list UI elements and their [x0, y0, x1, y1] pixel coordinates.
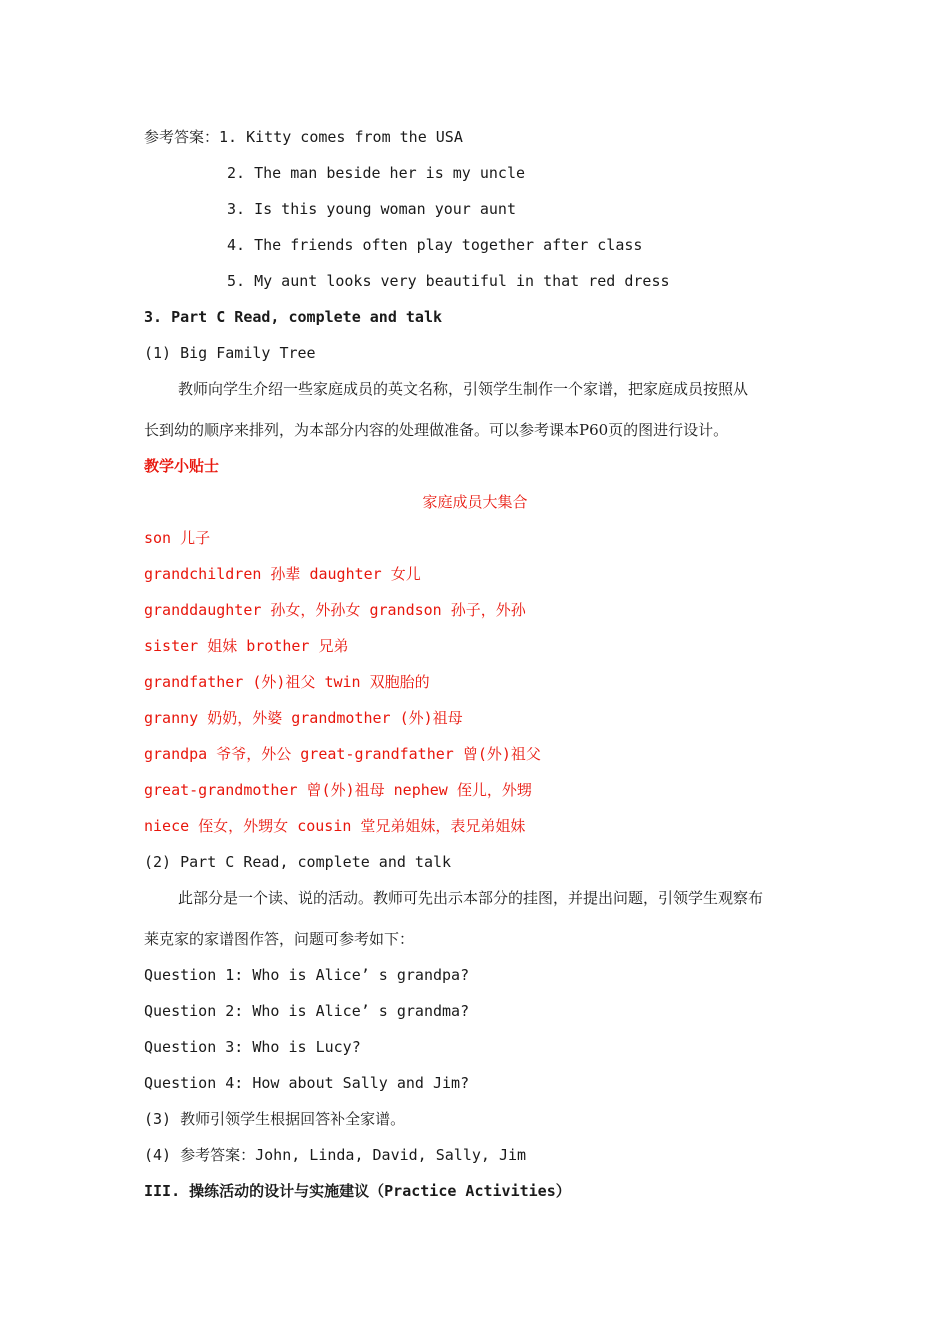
section-3-heading: 3. Part C Read, complete and talk	[144, 308, 443, 326]
subsection-4-line: (4) 参考答案：John, Linda, David, Sally, Jim	[144, 1146, 527, 1164]
vocab-line: great-grandmother 曾(外)祖母 nephew 侄儿，外甥	[144, 781, 532, 799]
answer-item: 3. Is this young woman your aunt	[227, 200, 516, 218]
paragraph-2-line-1: 此部分是一个读、说的活动。教师可先出示本部分的挂图，并提出问题，引领学生观察布	[178, 889, 764, 907]
section-iii-heading: III. 操练活动的设计与实施建议（Practice Activities）	[144, 1182, 571, 1200]
vocab-line: niece 侄女，外甥女 cousin 堂兄弟姐妹，表兄弟姐妹	[144, 817, 526, 835]
paragraph-2-line-2: 莱克家的家谱图作答，问题可参考如下：	[144, 930, 415, 948]
tips-heading: 教学小贴士	[144, 457, 220, 475]
subsection-1-title: (1) Big Family Tree	[144, 344, 316, 362]
answer-item: 2. The man beside her is my uncle	[227, 164, 526, 182]
vocab-line: grandfather (外)祖父 twin 双胞胎的	[144, 673, 430, 691]
paragraph-1-line-1: 教师向学生介绍一些家庭成员的英文名称，引领学生制作一个家谱，把家庭成员按照从	[178, 380, 749, 398]
answer-item: 5. My aunt looks very beautiful in that red dress	[227, 272, 670, 290]
vocab-line: son 儿子	[144, 529, 211, 547]
paragraph-1-line-2: 长到幼的顺序来排列，为本部分内容的处理做准备。可以参考课本P60页的图进行设计。	[144, 421, 729, 439]
question-line: Question 4: How about Sally and Jim?	[144, 1074, 470, 1092]
question-line: Question 1: Who is Alice’ s grandpa?	[144, 966, 470, 984]
vocab-line: grandpa 爷爷，外公 great-grandfather 曾(外)祖父	[144, 745, 541, 763]
answer-item: 1. Kitty comes from the USA	[219, 128, 463, 146]
subsection-3-line: (3) 教师引领学生根据回答补全家谱。	[144, 1110, 406, 1128]
question-line: Question 3: Who is Lucy?	[144, 1038, 361, 1056]
vocab-line: sister 姐妹 brother 兄弟	[144, 637, 349, 655]
subsection-2-title: (2) Part C Read, complete and talk	[144, 853, 452, 871]
vocab-line: grandchildren 孙辈 daughter 女儿	[144, 565, 421, 583]
answers-row-1	[144, 127, 463, 147]
answers-label: 参考答案：	[144, 128, 220, 146]
vocab-line: granny 奶奶，外婆 grandmother (外)祖母	[144, 709, 463, 727]
tips-title: 家庭成员大集合	[422, 493, 528, 511]
answer-item: 4. The friends often play together after class	[227, 236, 643, 254]
vocab-line: granddaughter 孙女，外孙女 grandson 孙子，外孙	[144, 601, 526, 619]
question-line: Question 2: Who is Alice’ s grandma?	[144, 1002, 470, 1020]
